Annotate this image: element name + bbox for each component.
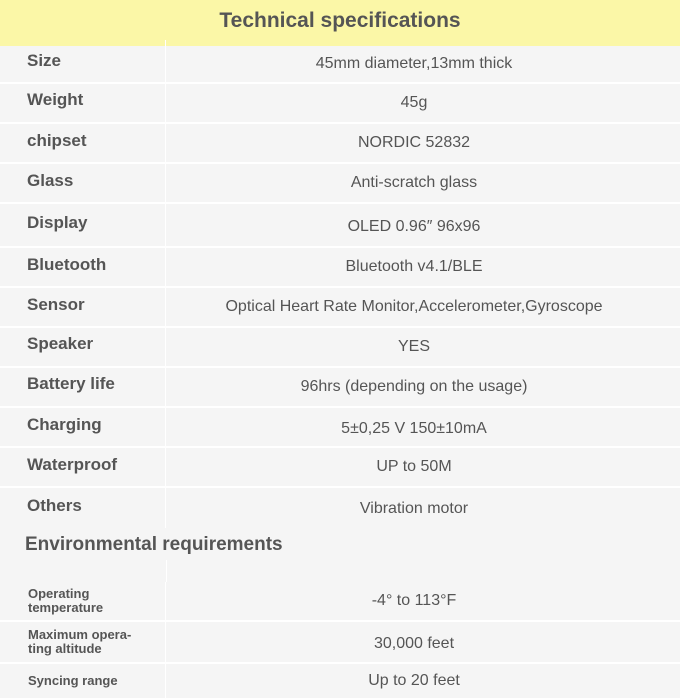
spec-row-speaker bbox=[0, 328, 680, 366]
spec-row-sensor bbox=[0, 288, 680, 326]
spec-row-chipset bbox=[0, 124, 680, 162]
env-label bbox=[0, 664, 166, 698]
spec-label: Size bbox=[0, 40, 166, 82]
page-title: Technical specifications bbox=[219, 9, 461, 32]
env-label bbox=[0, 622, 166, 662]
spec-value: Anti-scratch glass bbox=[350, 174, 478, 191]
spec-label: Bluetooth bbox=[0, 244, 166, 286]
section-spacer bbox=[0, 560, 680, 582]
spec-value: NORDIC 52832 bbox=[357, 134, 471, 151]
spec-label: Charging bbox=[0, 404, 166, 446]
spec-row-weight bbox=[0, 84, 680, 122]
spec-row-battery-life bbox=[0, 368, 680, 406]
env-label-line: temperature bbox=[28, 600, 104, 615]
spec-value: YES bbox=[397, 338, 430, 355]
env-label-line: Maximum opera- bbox=[28, 627, 132, 642]
section-heading: Environmental requirements bbox=[0, 528, 680, 560]
spec-value: OLED 0.96″ 96x96 bbox=[347, 218, 481, 235]
spec-label: Weight bbox=[0, 78, 166, 122]
spec-row-waterproof bbox=[0, 448, 680, 486]
env-label-line: Syncing range bbox=[28, 673, 118, 688]
spec-label: chipset bbox=[0, 120, 166, 162]
spec-row-bluetooth bbox=[0, 248, 680, 286]
spec-value: 96hrs (depending on the usage) bbox=[300, 378, 528, 395]
env-row-operating-temperature bbox=[0, 582, 680, 620]
spec-label: Display bbox=[0, 200, 166, 246]
env-row-maximum-altitude bbox=[0, 622, 680, 662]
spec-value: 45g bbox=[400, 94, 428, 111]
spec-row-others bbox=[0, 488, 680, 528]
spec-label: Sensor bbox=[0, 284, 166, 326]
spec-value: Vibration motor bbox=[359, 500, 469, 517]
spec-label: Battery life bbox=[0, 362, 166, 406]
env-label-line: Operating bbox=[28, 586, 90, 601]
env-value: Up to 20 feet bbox=[368, 672, 460, 689]
spec-value: Optical Heart Rate Monitor,Accelerometer,Gyroscope bbox=[225, 298, 603, 315]
column-line bbox=[166, 560, 167, 582]
spec-label: Others bbox=[0, 484, 166, 528]
spec-row-display bbox=[0, 204, 680, 246]
spec-value: 45mm diameter,13mm thick bbox=[315, 55, 513, 72]
spec-row-charging bbox=[0, 408, 680, 446]
spec-row-glass bbox=[0, 164, 680, 202]
spec-value: UP to 50M bbox=[376, 458, 452, 475]
env-value: -4° to 113°F bbox=[371, 592, 457, 609]
spec-value: Bluetooth v4.1/BLE bbox=[345, 258, 483, 275]
spec-row-size bbox=[0, 46, 680, 82]
env-value: 30,000 feet bbox=[373, 635, 455, 652]
spec-label: Waterproof bbox=[0, 444, 166, 486]
env-label-line: ting altitude bbox=[28, 641, 102, 656]
spec-label: Speaker bbox=[0, 322, 166, 366]
env-row-syncing-range bbox=[0, 664, 680, 698]
env-label bbox=[0, 582, 166, 620]
spec-value: 5±0,25 V 150±10mA bbox=[341, 420, 487, 437]
spec-label: Glass bbox=[0, 160, 166, 202]
